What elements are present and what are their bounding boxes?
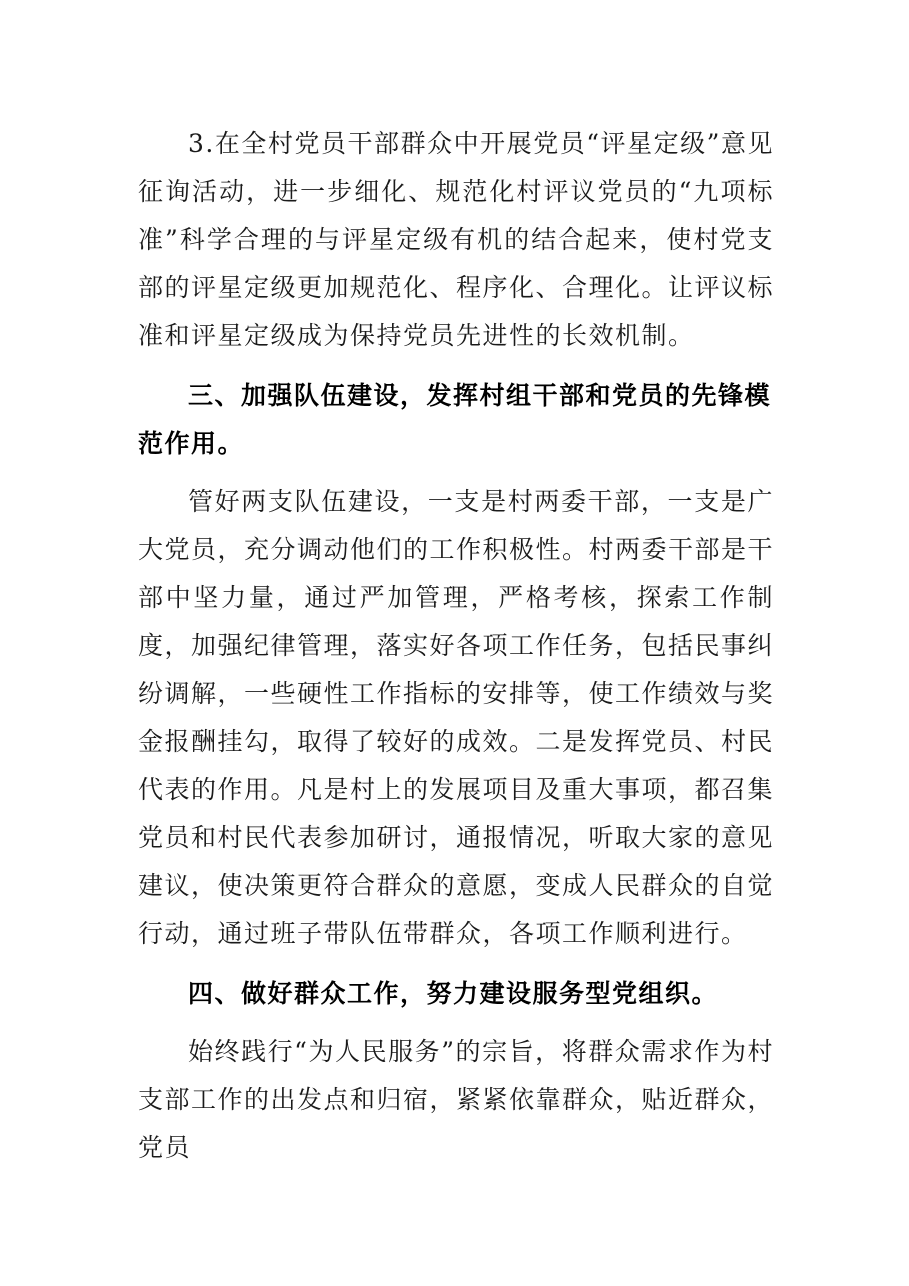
section-heading-mass-work: 四、做好群众工作，努力建设服务型党组织。 (188, 979, 719, 1008)
paragraph-evaluation: 3.在全村党员干部群众中开展党员“评星定级”意见征询活动，进一步细化、规范化村评议党员的“九项标准”科学合理的与评星定级有机的结合起来，使村党支部的评星定级更加规范化、程序化、合理化。让评议标准和评星定级成为保持党员先进性的长效机制。 (138, 129, 775, 350)
paragraph-mass-work: 始终践行“为人民服务”的宗旨，将群众需求作为村支部工作的出发点和归宿，紧紧依靠群众，贴近群众，党员 (138, 1037, 775, 1162)
paragraph-team-building: 管好两支队伍建设，一支是村两委干部，一支是广大党员，充分调动他们的工作积极性。村两委干部是干部中坚力量，通过严加管理，严格考核，探索工作制度，加强纪律管理，落实好各项工作任务，包括民事纠纷调解，一些硬性工作指标的安排等，使工作绩效与奖金报酬挂勾，取得了较好的成效。二是发挥党员、村民代表的作用。凡是村上的发展项目及重大事项，都召集党员和村民代表参加研讨，通报情况，听取大家的意见建议，使决策更符合群众的意愿，变成人民群众的自觉行动，通过班子带队伍带群众，各项工作顺利进行。 (138, 487, 775, 948)
document-body (138, 120, 774, 1172)
section-heading-team-building: 三、加强队伍建设，发挥村组干部和党员的先锋模范作用。 (138, 381, 772, 458)
